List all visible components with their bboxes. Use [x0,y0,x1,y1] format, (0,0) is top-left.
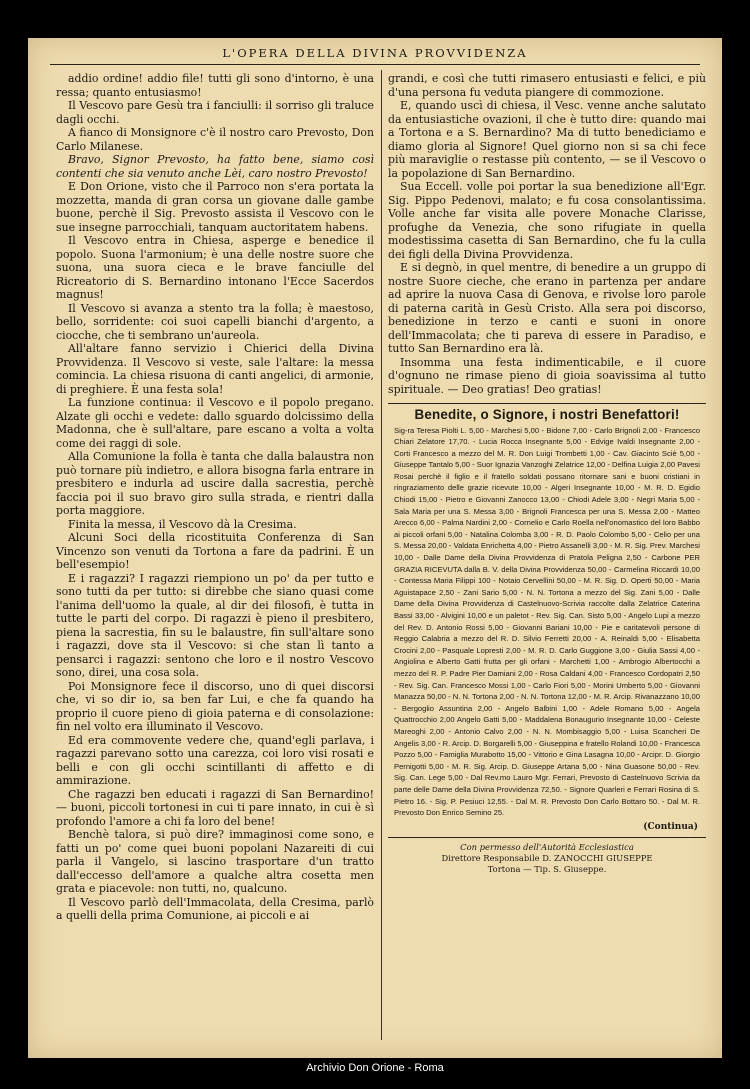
left-paragraph: Finita la messa, il Vescovo dà la Cresima. [68,517,297,531]
column-divider [381,70,382,1040]
left-paragraph: Bravo, Signor Prevosto, ha fatto bene, siamo così contenti che sia venuto anche Lèi, caro nostro Prevosto! [56,153,374,180]
archive-caption: Archivio Don Orione - Roma [306,1062,444,1074]
left-paragraph: Che ragazzi ben educati i ragazzi di San Bernardino! — buoni, piccoli tortonesi in cui ti pare innato, in cui è sì profondo l'amore a chi fa loro del bene! [56,787,374,828]
newspaper-page [28,38,722,1058]
left-paragraph: Il Vescovo si avanza a stento tra la folla; è maestoso, bello, sorridente: coi suoi capelli bianchi d'argento, a ciocche, che ti sembrano un'aureola. [56,301,374,342]
right-paragraph: grandi, e così che tutti rimasero entusiasti e felici, e più d'una persona fu veduta piangere di commozione. [388,72,706,99]
right-column [388,72,706,1040]
imprint-permission: Con permesso dell'Autorità Ecclesiastica [460,842,634,853]
left-paragraph: Benchè talora, si può dire? immaginosi come sono, e fatti un po' come quei buoni popolani Nazareiti di cui parla il Vangelo, si lascino trasportare d'un tratto dall'eccesso dell'amore a qualche altra cosetta men grata e piacevole: non tutti, no, qualcuno. [56,828,374,895]
left-paragraph: Ed era commovente vedere che, quand'egli parlava, i ragazzi parevano sotto una carezza, coi loro visi rosati e belli e con gli occhi scintillanti di affetto e di ammirazione. [56,733,374,787]
right-paragraph: E si degnò, in quel mentre, di benedire a un gruppo di nostre Suore cieche, che erano in partenza per andare ad aprire la nuova Casa di Genova, e rivolse loro parole di paterna carità in Gesù Cristo. Alla sera poi discorso, benedizione in terzo e canti e suoni in onore dell'Immacolata; che ti pareva di essere in Paradiso, e tutto San Bernardino era là. [388,261,706,355]
left-paragraph: A fianco di Monsignore c'è il nostro caro Prevosto, Don Carlo Milanese. [56,126,374,153]
benefactors-title: Benedite, o Signore, i nostri Benefattori! [388,403,706,422]
page-header: L'OPERA DELLA DIVINA PROVVIDENZA [222,46,528,60]
right-paragraph: Sua Eccell. volle poi portar la sua benedizione all'Egr. Sig. Pippo Pedenovi, malato; e fu cosa consolantissima. Volle anche far visita alle povere Monache Clarisse, profughe da Venezia, che sono rifugiate in quella modestissima casetta di San Bernardino, che fu la culla dei figli della Divina Provvidenza. [388,180,706,261]
left-paragraph: addio ordine! addio file! tutti gli sono d'intorno, è una ressa; quanto entusiasmo! [56,72,374,99]
imprint-director: Direttore Responsabile D. ZANOCCHI GIUSEPPE [441,853,653,864]
left-paragraph: La funzione continua: il Vescovo e il popolo pregano. Alzate gli occhi e vedete: dallo sguardo dolcissimo della Madonna, che è sull'altare, pare escano a volta a volta come dei raggi di sole. [56,396,374,450]
imprint [388,837,706,875]
header-rule [50,64,700,65]
left-paragraph: All'altare fanno servizio i Chierici della Divina Provvidenza. Il Vescovo si veste, sale l'altare: la messa comincia. La chiesa risuona di canti angelici, di armonie, di preghiere. È una festa sola! [56,342,374,396]
left-paragraph: E i ragazzi? I ragazzi riempiono un po' da per tutto e sono tutti da per tutto: si direbbe che siano quasi come l'anima dell'uomo la quale, al dir dei filosofi, è tutta in tutte le parti del corpo. Di ragazzi è pieno il presbitero, piena la sacrestia, fin su le balaustre, fin sull'altare sono i ragazzi, dove sta il Vescovo: si che stan lì tanto a pensarci i ragazzi: sentono che loro e il nostro Vescovo sono, direi, una cosa sola. [56,571,374,679]
left-paragraph: Poi Monsignore fece il discorso, uno di quei discorsi che, vi so dir io, sa ben far Lui, e che fa quando ha proprio il cuore pieno di gioia paterna e di consolazione: fin nel volto era illuminato il Vescovo. [56,679,374,733]
benefactors-list: Sig-ra Teresa Piolti L. 5,00 - Marchesi 5,00 - Bidone 7,00 - Carlo Brignoli 2,00 - Francesco Chiari Zelatore 17,70. - Lucia Rocca Insegnante 5,00 - Edvige Ivaldi Insegnante 2,00 - Corti Francesco a mezzo del M. R. Don Luigi Trombetti 1,00 - Cav. Giacinto Sciè 5,00 - Giuseppe Tantalo 5,00 - Suor Ignazia Vanzoghi Zelatrice 12,00 - Delfina Luigia 2,00 Pavesi Rosai perchè il figlio e il fratello soldati possano ritornare sani e buoni cristiani in ringraziamento delle grazie ricevute 10,00 - Algeri Insegnante 10,00 - M. R. D. Egidio Chiodi 15,00 - Pietro e Giovanni Zanocco 13,00 - Chiodi Adele 3,00 - Negri Maria 5,00 - Sala Maria per una S. Messa 3,00 - Brignoli Francesca per una S. Messa 2,00 - Matteo Arecco 6,00 - Palma Nardini 2,00 - Cornelio e Carlo Roella nell'onomastico del loro Babbo ai piccoli orfani 5,00 - Natalina Colomba 3,00 - R. D. Paolo Colombo 5,00 - Celio per una S. Messa 20,00 - Valdata Enrichetta 4,00 - Pietro Assanelli 3,00 - M. R. Sig. Prev. Marchesi 10,00 - Dalle Dame della Divina Provvidenza di Pratola Peligna 2,50 - Carbone PER GRAZIA RICEVUTA dalla B. V. della Divina Provvidenza 50,00 - Carmelina Riccardi 10,00 - Contessa Maria Filippi 100 - Notaio Cervellini 50,00 - M. R. Sig. D. Operti 50,00 - Maria Aguistapace 2,50 - Zani Sario 5,00 - N. N. Tortona a mezzo del Sig. Zani 5,00 - Dalle Dame della Divina Provvidenza di Castelnuovo-Scrivia raccolte dalla Zelatrice Caterina Bassi 33,00 - Alvigini 10,00 e un paletot - Rev. Sig. Can. Sisto 5,00 - Angelo Lupi a mezzo del Rev. D. Antonio Rossi 5,00 - Giovanni Bariani 10,00 - Pie e caritatevoli persone di Reggio Calabria a mezzo del R. D. Silvio Ferretti 20,00 - A. Reinaldi 5,00 - Elisabetta Crocini 2,00 - Pasquale Lopresti 2,00 - M. R. D. Carlo Guggione 3,00 - Giulia Sassi 4,00 - Angiolina e Alberto Gatti frutta per gli orfani - Marchetti 1,00 - Ambrogio Albertocchi a mezzo del R. P. Padre Pier Damiani 2,00 - Rosa Caldani 4,00 - Francesco Cordopatri 2,50 - Rev. Sig. Can. Francesco Mossi 1,00 - Carlo Fiori 5,00 - Morini Umberto 5,00 - Giovanni Manazza 50,00 - N. N. Tortona 2,00 - N. N. Tortona 12,00 - M. R. Arcip. Rivanazzano 10,00 - Bergoglio Assuntina 2,00 - Angelo Balbini 1,00 - Adele Romano 5,00 - Angela Quattrocchio 2,00 Angelo Gatti 5,00 - Maddalena Bonaugurio Insegnante 10,00 - Celeste Mareoghi 2,00 - Antonio Calvo 2,00 - N. N. Mombisaggio 5,00 - Luisa Scancheri De Angelis 3,00 - R. Arcip. D. Borgarelli 5,00 - Giuseppina e fratello Rolandi 10,00 - Francesca Pozzo 5,00 - Famiglia Murabotto 15,00 - Vittorio e Gina Lasagna 10,00 - Arcipr. D. Giorgio Pernigotti 5,00 - M. R. Sig. Arcip. D. Giuseppe Artana 5,00 - Nina Guasone 50,00 - Rev. Sig. Can. Lege 5,00 - Dal Rev.mo Lauro Mgr. Ferrari, Prevosto di Castelnuovo Scrivia da parte delle Dame della Divina Provvidenza 72,50. - Signore Quarleri e Ferrari Rosina di S. Pietro 16. - Sig. P. Pesiuci 12,55. - Dal M. R. Prevosto Don Carlo Bottaro 50. - Dal M. R. Prevosto Don Enrico Semino 25. [394,425,700,818]
left-column [56,72,374,1040]
left-paragraph: Il Vescovo pare Gesù tra i fanciulli: il sorriso gli traluce dagli occhi. [56,99,374,126]
left-paragraph: E Don Orione, visto che il Parroco non s'era portata la mozzetta, manda di gran corsa un giovane dalle gambe buone, perchè il Sig. Prevosto assista il Vescovo con le sue insegne parrocchiali, tanquam auctoritatem habens. [56,180,374,234]
right-paragraph: Insomma una festa indimenticabile, e il cuore d'ognuno ne rimase pieno di gioia soavissima al tutto spirituale. — Deo gratias! Deo gratias! [388,355,706,396]
imprint-printer: Tortona — Tip. S. Giuseppe. [487,864,607,875]
left-paragraph: Il Vescovo parlò dell'Immacolata, della Cresima, parlò a quelli della prima Comunione, ai piccoli e ai [56,895,374,922]
left-paragraph: Alcuni Soci della ricostituita Conferenza di San Vincenzo son venuti da Tortona a fare da padrini. È un bell'esempio! [56,531,374,571]
continued-label: (Continua) [643,821,698,832]
right-paragraph: E, quando uscì di chiesa, il Vesc. venne anche salutato da entusiastiche ovazioni, il che è tutto dire: quando mai a Tortona e a S. Bernardino? Ma di tutto benediciamo e diamo gloria al Signore! Quel giorno non si sa chi fece più maraviglie o restasse più contento, — se il Vescovo o la popolazione di San Bernardino. [388,99,706,180]
left-paragraph: Alla Comunione la folla è tanta che dalla balaustra non può tornare più indietro, e allora bisogna farla entrare in presbitero e indurla ad uscire dalla sacrestia, perchè faccia poi il suo bravo giro sulla strada, e rientri dalla porta maggiore. [56,450,374,517]
left-paragraph: Il Vescovo entra in Chiesa, asperge e benedice il popolo. Suona l'armonium; è una delle nostre suore che suona, una suora cieca e le brave fanciulle del Ricreatorio di S. Bernardino intonano l'Ecce Sacerdos magnus! [56,234,374,301]
